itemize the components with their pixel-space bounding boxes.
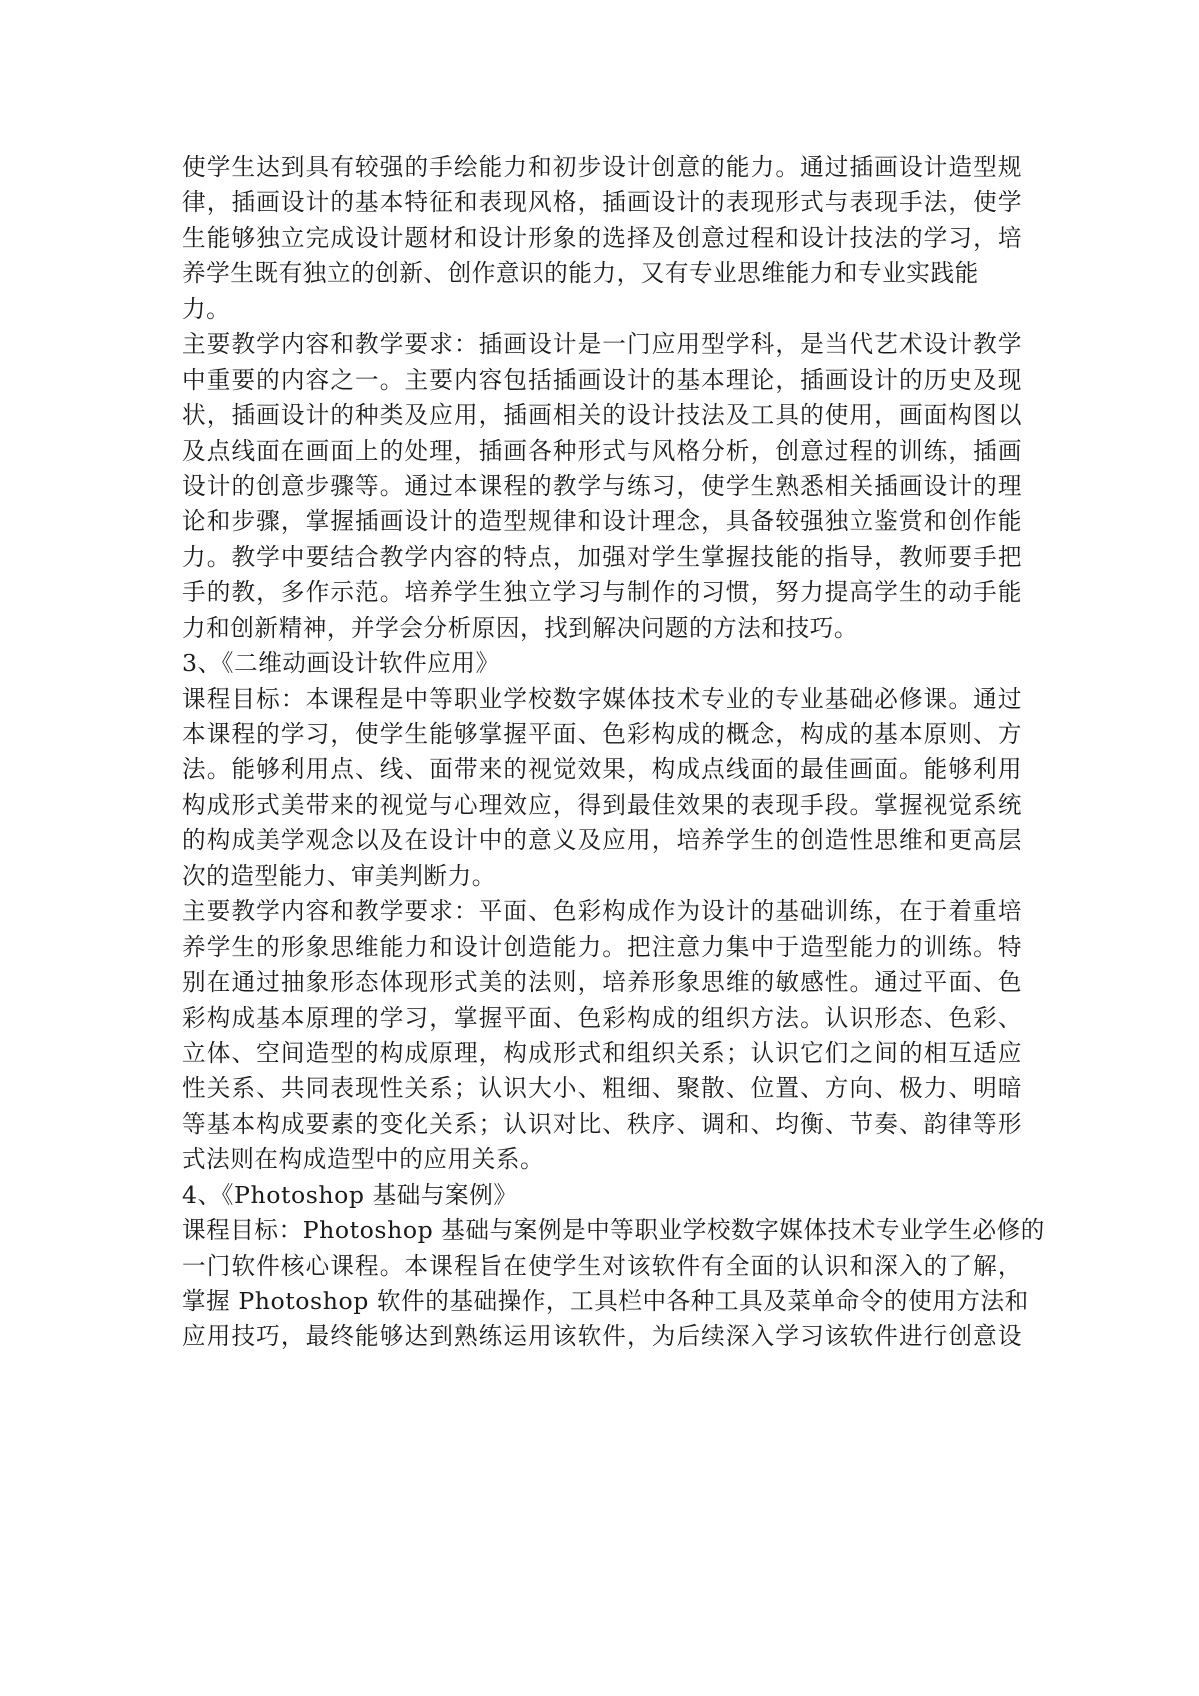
- text-line: 性关系、共同表现性关系；认识大小、粗细、聚散、位置、方向、极力、明暗: [182, 1074, 1022, 1103]
- text-line: 课程目标：Photoshop 基础与案例是中等职业学校数字媒体技术专业学生必修的: [182, 1216, 1045, 1245]
- text-line: 手的教，多作示范。培养学生独立学习与制作的习惯，努力提高学生的动手能: [182, 578, 1022, 607]
- text-line: 养学生的形象思维能力和设计创造能力。把注意力集中于造型能力的训练。特: [182, 932, 1022, 961]
- text-line: 课程目标：本课程是中等职业学校数字媒体技术专业的专业基础必修课。通过: [182, 684, 1022, 713]
- text-line: 生能够独立完成设计题材和设计形象的选择及创意过程和设计技法的学习，培: [182, 223, 1022, 252]
- text-line: 论和步骤，掌握插画设计的造型规律和设计理念，具备较强独立鉴赏和创作能: [182, 507, 1022, 536]
- text-line: 使学生达到具有较强的手绘能力和初步设计创意的能力。通过插画设计造型规: [182, 153, 1022, 181]
- text-line: 等基本构成要素的变化关系；认识对比、秩序、调和、均衡、节奏、韵律等形: [182, 1109, 1022, 1138]
- text-line: 别在通过抽象形态体现形式美的法则，培养形象思维的敏感性。通过平面、色: [182, 968, 1022, 997]
- text-line: 设计的创意步骤等。通过本课程的教学与练习，使学生熟悉相关插画设计的理: [182, 471, 1022, 500]
- text-line: 本课程的学习，使学生能够掌握平面、色彩构成的概念，构成的基本原则、方: [182, 720, 1022, 748]
- text-line: 构成形式美带来的视觉与心理效应，得到最佳效果的表现手段。掌握视觉系统: [182, 790, 1022, 819]
- text-line: 力。教学中要结合教学内容的特点，加强对学生掌握技能的指导，教师要手把: [182, 542, 1022, 571]
- text-line: 4、《Photoshop 基础与案例》: [182, 1180, 518, 1209]
- text-line: 养学生既有独立的创新、创作意识的能力，又有专业思维能力和专业实践能: [182, 259, 979, 288]
- text-line: 主要教学内容和教学要求：平面、色彩构成作为设计的基础训练，在于着重培: [182, 897, 1022, 926]
- text-line: 法。能够利用点、线、面带来的视觉效果，构成点线面的最佳画面。能够利用: [182, 755, 1022, 784]
- text-line: 主要教学内容和教学要求：插画设计是一门应用型学科，是当代艺术设计教学: [182, 330, 1022, 359]
- text-line: 一门软件核心课程。本课程旨在使学生对该软件有全面的认识和深入的了解，: [182, 1251, 1022, 1280]
- text-line: 彩构成基本原理的学习，掌握平面、色彩构成的组织方法。认识形态、色彩、: [182, 1003, 1022, 1032]
- text-line: 及点线面在画面上的处理，插画各种形式与风格分析，创意过程的训练，插画: [182, 436, 1022, 465]
- text-line: 律，插画设计的基本特征和表现风格，插画设计的表现形式与表现手法，使学: [182, 188, 1022, 217]
- text-line: 3、《二维动画设计软件应用》: [182, 649, 500, 678]
- document-body: [182, 150, 1045, 1355]
- text-line: 的构成美学观念以及在设计中的意义及应用，培养学生的创造性思维和更高层: [182, 826, 1022, 855]
- text-line: 力。: [182, 294, 231, 323]
- text-line: 立体、空间造型的构成原理，构成形式和组织关系；认识它们之间的相互适应: [182, 1038, 1022, 1067]
- text-line: 中重要的内容之一。主要内容包括插画设计的基本理论，插画设计的历史及现: [182, 365, 1022, 394]
- text-line: 次的造型能力、审美判断力。: [182, 861, 496, 890]
- text-line: 应用技巧，最终能够达到熟练运用该软件，为后续深入学习该软件进行创意设: [182, 1322, 1022, 1351]
- text-line: 式法则在构成造型中的应用关系。: [182, 1145, 545, 1174]
- text-line: 掌握 Photoshop 软件的基础操作，工具栏中各种工具及菜单命令的使用方法和: [182, 1287, 1029, 1315]
- text-line: 力和创新精神，并学会分析原因，找到解决问题的方法和技巧。: [182, 613, 859, 642]
- text-line: 状，插画设计的种类及应用，插画相关的设计技法及工具的使用，画面构图以: [182, 401, 1022, 430]
